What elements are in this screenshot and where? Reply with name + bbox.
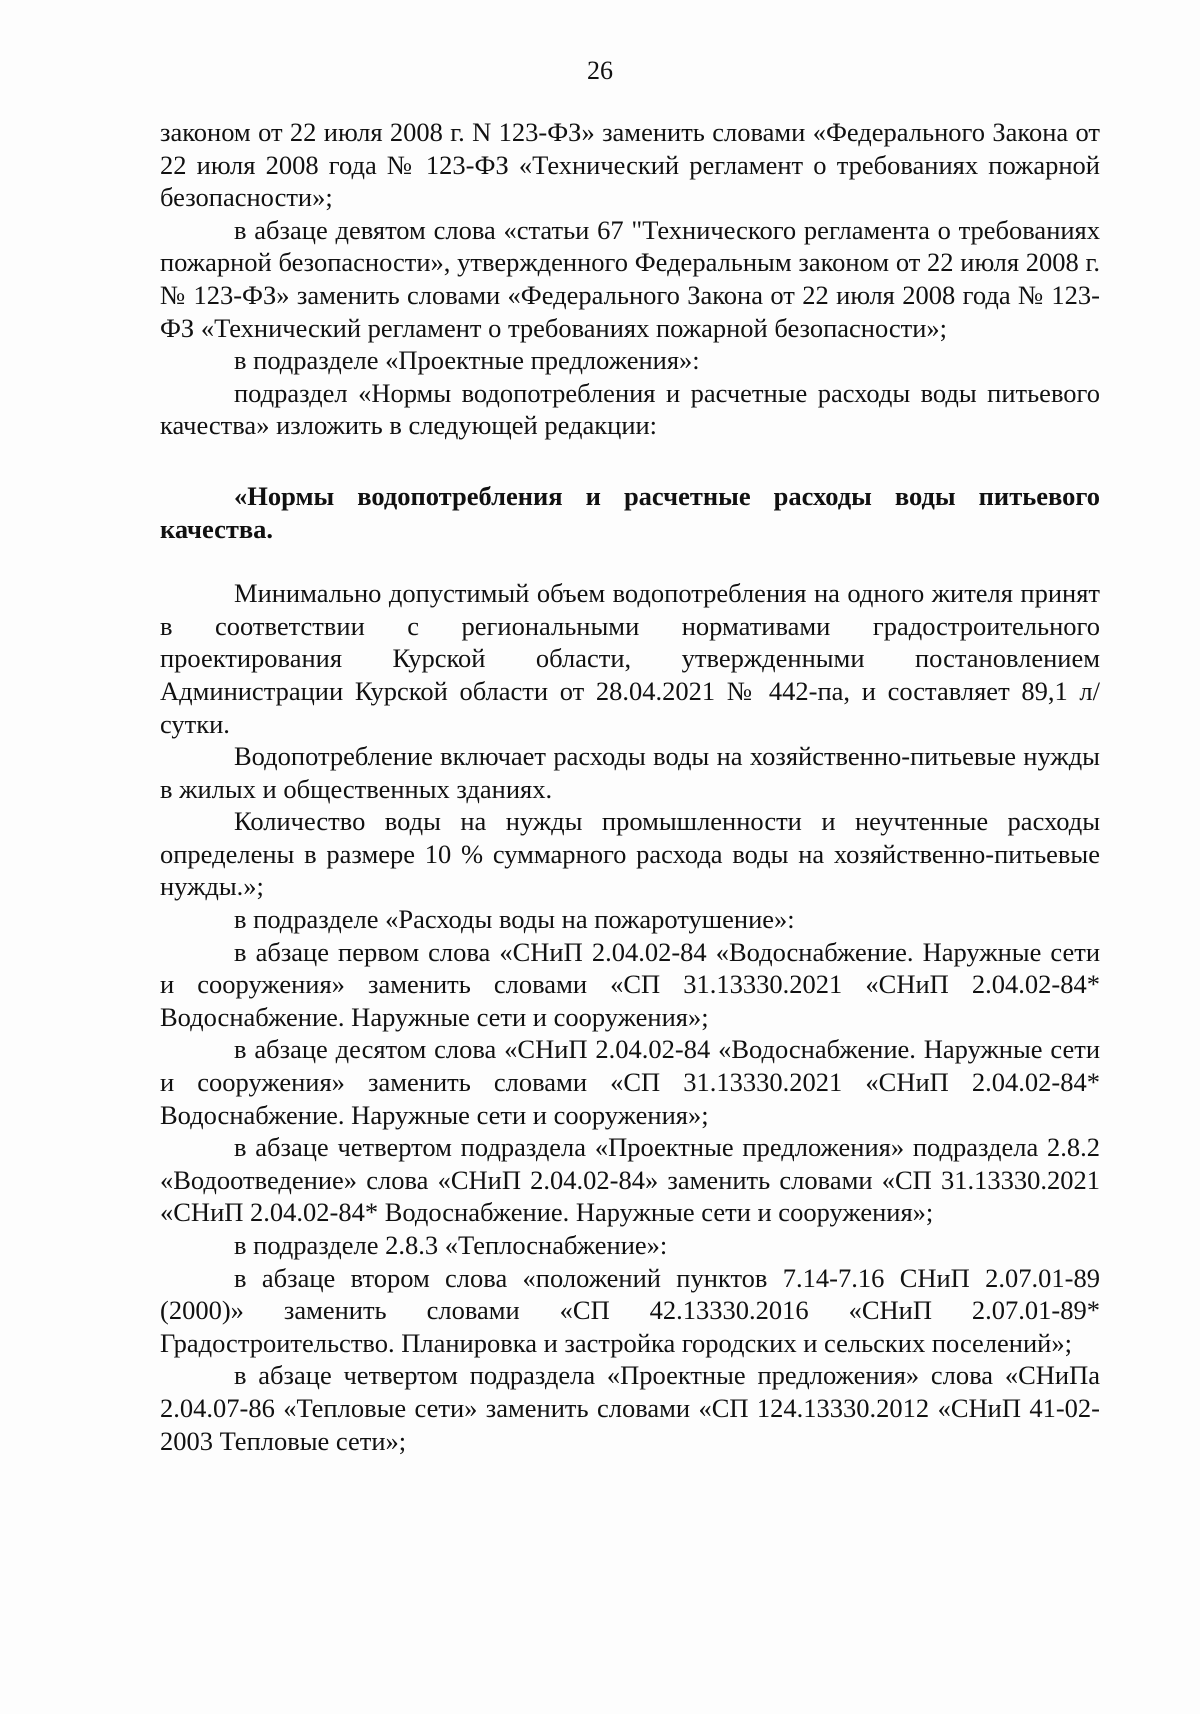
body-paragraph-firefighting: в подразделе «Расходы воды на пожаротушение»: [234,904,795,935]
body-paragraph-drainage: в абзаце четвертом подраздела «Проектные предложения» подраздела 2.8.2 «Водоотведение» слова «СНиП 2.04.02-84» заменить словами «СП 31.13330.2021 «СНиП 2.04.02-84* Водоснабжение. Наружные сети и сооружения»; [160,1132,1100,1228]
body-paragraph-heat-networks: в абзаце четвертом подраздела «Проектные предложения» слова «СНиПа 2.04.07-86 «Тепловые сети» заменить словами «СП 124.13330.2012 «СНиП 41-02-2003 Тепловые сети»; [160,1360,1100,1456]
body-paragraph-consumption: Водопотребление включает расходы воды на хозяйственно-питьевые нужды в жилых и общественных зданиях. [160,741,1100,804]
paragraph-amendment-ninth: в абзаце девятом слова «статьи 67 "Технического регламента о требованиях пожарной безопасности», утвержденного Федеральным законом от 22 июля 2008 г. № 123-ФЗ» заменить словами «Федерального Закона от 22 июля 2008 года № 123-ФЗ «Технический регламент о требованиях пожарной безопасности»; [160,214,1100,343]
document-body [160,116,1100,1457]
body-paragraph-tenth-abzac: в абзаце десятом слова «СНиП 2.04.02-84 «Водоснабжение. Наружные сети и сооружения» заменить словами «СП 31.13330.2021 «СНиП 2.04.02-84* Водоснабжение. Наружные сети и сооружения»; [160,1034,1100,1130]
section-heading: «Нормы водопотребления и расчетные расходы воды питьевого качества. [160,480,1100,544]
paragraph-subsection-proposals: в подразделе «Проектные предложения»: [234,345,700,376]
body-paragraph-second-abzac: в абзаце втором слова «положений пунктов 7.14-7.16 СНиП 2.07.01-89 (2000)» заменить словами «СП 42.13330.2016 «СНиП 2.07.01-89* Градостроительство. Планировка и застройка городских и сельских поселений»; [160,1262,1100,1358]
body-paragraph-industry: Количество воды на нужды промышленности и неучтенные расходы определены в размере 10 % суммарного расхода воды на хозяйственно-питьевые нужды.»; [160,806,1100,902]
body-paragraph-minimum-volume: Минимально допустимый объем водопотребления на одного жителя принят в соответствии с региональными нормативами градостроительного проектирования Курской области, утвержденными постановлением Администрации Курской области от 28.04.2021 № 442-па, и составляет 89,1 л/сутки. [160,578,1100,739]
paragraph-continuation: законом от 22 июля 2008 г. N 123-ФЗ» заменить словами «Федерального Закона от 22 июля 2008 года № 123-ФЗ «Технический регламент о требованиях пожарной безопасности»; [160,117,1100,213]
paragraph-subsection-norms: подраздел «Нормы водопотребления и расчетные расходы воды питьевого качества» изложить в следующей редакции: [160,377,1100,441]
body-paragraph-first-abzac: в абзаце первом слова «СНиП 2.04.02-84 «Водоснабжение. Наружные сети и сооружения» заменить словами «СП 31.13330.2021 «СНиП 2.04.02-84* Водоснабжение. Наружные сети и сооружения»; [160,936,1100,1032]
page-number: 26 [587,56,613,85]
body-paragraph-heating-subsection: в подразделе 2.8.3 «Теплоснабжение»: [234,1230,668,1260]
